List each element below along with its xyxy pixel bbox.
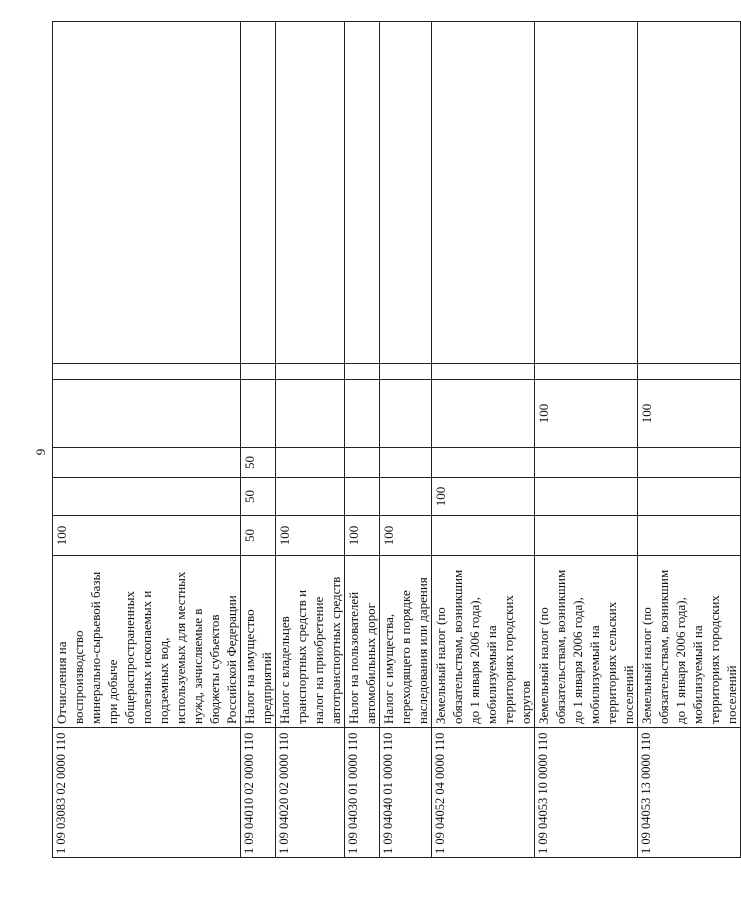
row-value-4 <box>432 380 535 448</box>
row-code: 1 09 04030 01 0000 110 <box>345 728 380 858</box>
row-value-4: 100 <box>535 380 638 448</box>
row-value-2: 100 <box>432 478 535 516</box>
table-row <box>432 22 535 858</box>
row-value-6 <box>535 22 638 364</box>
row-value-6 <box>53 22 241 364</box>
row-value-3 <box>432 448 535 478</box>
row-name: Налог на имущество предприятий <box>241 556 276 728</box>
row-value-2: 50 <box>241 478 276 516</box>
row-value-5 <box>380 364 432 380</box>
row-value-1: 100 <box>53 516 241 556</box>
row-value-1: 100 <box>345 516 380 556</box>
row-name: Земельный налог (по обязательствам, возникшим до 1 января 2006 года), мобилизуемый на территориях городских поселений <box>638 556 741 728</box>
row-name: Налог с имущества, переходящего в порядке наследования или дарения <box>380 556 432 728</box>
row-value-4 <box>380 380 432 448</box>
row-value-5 <box>53 364 241 380</box>
table-row <box>638 22 741 858</box>
row-name: Отчисления на воспроизводство минерально-сырьевой базы при добыче общераспространенных полезных ископаемых и подземных вод, используемых для местных нужд, зачисляемые в бюджеты субъектов Российской Федерации <box>53 556 241 728</box>
table-row <box>53 22 241 858</box>
row-value-2 <box>345 478 380 516</box>
row-value-2 <box>53 478 241 516</box>
table-row <box>241 22 276 858</box>
row-value-3 <box>276 448 345 478</box>
row-name: Земельный налог (по обязательствам, возникшим до 1 января 2006 года), мобилизуемый на территориях сельских поселений <box>535 556 638 728</box>
row-code: 1 09 04020 02 0000 110 <box>276 728 345 858</box>
row-value-4 <box>345 380 380 448</box>
row-value-6 <box>638 22 741 364</box>
row-name: Земельный налог (по обязательствам, возникшим до 1 января 2006 года), мобилизуемый на территориях городских округов <box>432 556 535 728</box>
row-value-5 <box>535 364 638 380</box>
row-value-3 <box>380 448 432 478</box>
row-code: 1 09 04040 01 0000 110 <box>380 728 432 858</box>
row-value-3 <box>638 448 741 478</box>
row-value-3 <box>535 448 638 478</box>
table-row <box>380 22 432 858</box>
row-value-1: 50 <box>241 516 276 556</box>
row-value-1 <box>535 516 638 556</box>
row-value-4 <box>241 380 276 448</box>
row-value-5 <box>432 364 535 380</box>
row-value-3 <box>53 448 241 478</box>
row-value-2 <box>638 478 741 516</box>
row-value-3 <box>345 448 380 478</box>
row-value-1: 100 <box>380 516 432 556</box>
row-code: 1 09 04053 10 0000 110 <box>535 728 638 858</box>
row-value-2 <box>380 478 432 516</box>
row-value-6 <box>432 22 535 364</box>
table-row <box>276 22 345 858</box>
row-value-6 <box>345 22 380 364</box>
row-value-2 <box>276 478 345 516</box>
row-value-1 <box>638 516 741 556</box>
row-value-5 <box>241 364 276 380</box>
row-value-5 <box>638 364 741 380</box>
row-name: Налог с владельцев транспортных средств и налог на приобретение автотранспортных средств <box>276 556 345 728</box>
table-row <box>345 22 380 858</box>
revenue-table <box>52 21 741 858</box>
row-value-5 <box>345 364 380 380</box>
row-value-1 <box>432 516 535 556</box>
table-row <box>535 22 638 858</box>
row-code: 1 09 03083 02 0000 110 <box>53 728 241 858</box>
row-value-4 <box>276 380 345 448</box>
row-code: 1 09 04010 02 0000 110 <box>241 728 276 858</box>
row-value-6 <box>276 22 345 364</box>
row-value-4 <box>53 380 241 448</box>
row-value-5 <box>276 364 345 380</box>
row-value-6 <box>241 22 276 364</box>
row-value-2 <box>535 478 638 516</box>
row-value-4: 100 <box>638 380 741 448</box>
row-code: 1 09 04052 04 0000 110 <box>432 728 535 858</box>
row-value-1: 100 <box>276 516 345 556</box>
row-value-3: 50 <box>241 448 276 478</box>
row-code: 1 09 04053 13 0000 110 <box>638 728 741 858</box>
row-name: Налог на пользователей автомобильных дорог <box>345 556 380 728</box>
row-value-6 <box>380 22 432 364</box>
page-number: 9 <box>33 448 48 456</box>
